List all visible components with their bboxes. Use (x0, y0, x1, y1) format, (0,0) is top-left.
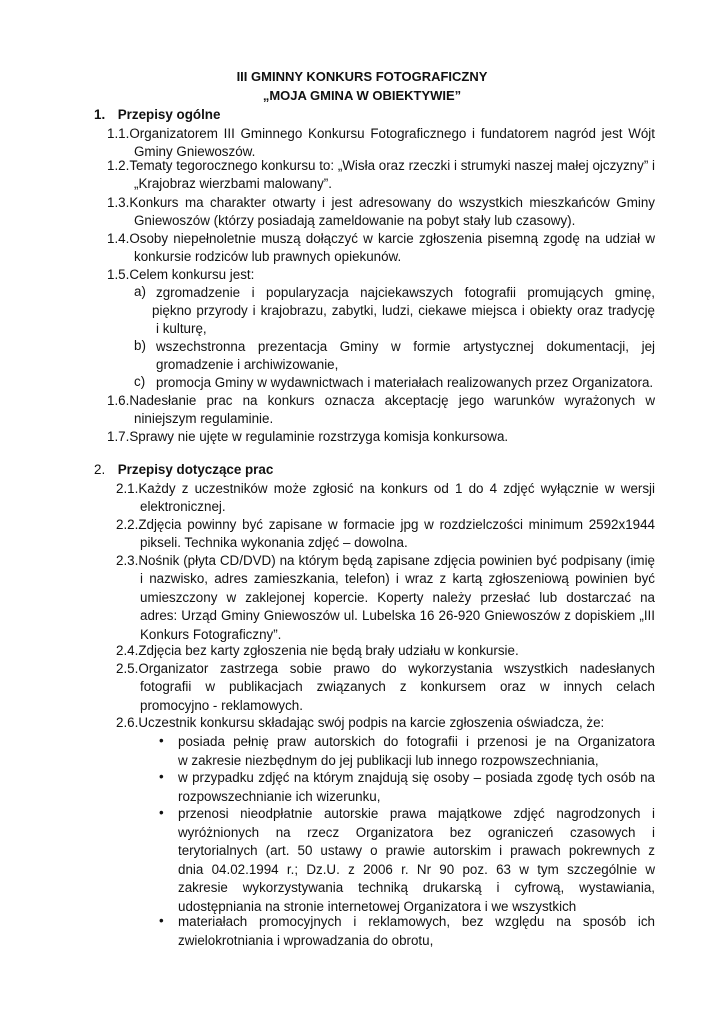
list-item-2-1 (116, 480, 655, 499)
line: 2.4.Zdjęcia bez karty zgłoszenia nie będą brały udziału w konkursie. (116, 643, 519, 658)
bullet-icon: • (159, 913, 164, 928)
line: fotografii w publikacjach związanych z konkursem oraz w innych celach (140, 679, 655, 694)
line: 1.2.Tematy tegorocznego konkursu to: „Wisła oraz rzeczki i strumyki naszej małej ojczyzny” i (107, 158, 655, 173)
list-item-2-4 (116, 642, 655, 661)
line: 2.6.Uczestnik konkursu składając swój podpis na karcie zgłoszenia oświadcza, że: (116, 715, 605, 730)
list-item-1-7 (107, 428, 655, 447)
document-title-line-2: „MOJA GMINA W OBIEKTYWIE” (262, 88, 462, 103)
line: posiada pełnię praw autorskich do fotografii i przenosi je na Organizatora (178, 734, 655, 749)
list-item-2-5-cont (140, 678, 655, 715)
line: 1.3.Konkurs ma charakter otwarty i jest adresowany do wszystkich mieszkańców Gminy (107, 195, 655, 210)
line: rozpowszechnianie ich wizerunku, (178, 788, 381, 804)
line: w przypadku zdjęć na którym znajdują się osoby – posiada zgodę tych osób na (178, 770, 655, 785)
list-item-1-3 (107, 194, 655, 213)
list-item-1-2 (107, 157, 655, 176)
line: wszechstronna prezentacja Gminy w formie artystycznej dokumentacji, jej (156, 339, 655, 354)
list-item-2-3-cont (140, 570, 655, 644)
section-number: 1. (94, 107, 106, 122)
section-number: 2. (94, 462, 106, 477)
line: elektronicznej. (140, 499, 226, 514)
line: niniejszym regulaminie. (134, 411, 274, 426)
line: Gniewoszów (którzy posiadają zameldowanie na pobyt stały lub czasowy). (134, 213, 576, 228)
line: udostępniania na stronie internetowej Organizatora i we wszystkich (178, 898, 577, 914)
line: Gminy Gniewoszów. (134, 144, 256, 159)
line: gromadzenie i archiwizowanie, (156, 357, 339, 372)
line: Konkurs Fotograficzny”. (140, 626, 282, 642)
line: 1.4.Osoby niepełnoletnie muszą dołączyć w karcie zgłoszenia pisemną zgodę na udział w (107, 231, 655, 246)
bullet-icon: • (159, 769, 164, 784)
sub-item-b (156, 338, 655, 357)
list-item-1-3-cont (134, 212, 655, 231)
line: konkursie rodziców lub prawnych opiekunów. (134, 249, 402, 264)
line: „Krajobraz wierzbami malowany”. (134, 176, 332, 191)
line: materiałach promocyjnych i reklamowych, bez względu na sposób ich (178, 914, 655, 929)
line: i nazwisko, adres zamieszkania, telefon) i wraz z kartą zgłoszeniową powinien być (140, 571, 655, 586)
line: 1.7.Sprawy nie ujęte w regulaminie rozstrzyga komisja konkursowa. (107, 429, 509, 444)
list-item-2-3 (116, 552, 655, 571)
line: 1.6.Nadesłanie prac na konkurs oznacza akceptację jego warunków wyrażonych w (107, 393, 655, 408)
section-title: Przepisy dotyczące prac (117, 462, 274, 477)
bullet-item-1 (178, 733, 655, 770)
section-1-heading (94, 107, 220, 122)
bullet-icon: • (159, 733, 164, 748)
bullet-item-4 (178, 913, 655, 950)
line: w zakresie niezbędnym do jej publikacji lub innego rozpowszechniania, (178, 752, 599, 768)
section-2-heading (94, 462, 273, 477)
list-item-2-6 (116, 714, 655, 733)
section-title: Przepisy ogólne (117, 107, 221, 122)
line: piękno przyrody i krajobrazu, zabytki, ludzi, ciekawe miejsca i obiekty oraz tradycję (152, 303, 655, 318)
bullet-icon: • (159, 805, 164, 820)
list-item-2-2-cont (140, 534, 655, 553)
line: i kulturę, (156, 321, 207, 336)
line: 2.5.Organizator zastrzega sobie prawo do wykorzystania wszystkich nadesłanych (116, 661, 655, 676)
sub-marker: a) (134, 284, 146, 299)
list-item-1-6 (107, 392, 655, 411)
line: terytorialnych (art. 50 ustawy o prawie autorskim i prawach pokrewnych z (178, 843, 655, 858)
line: 2.3.Nośnik (płyta CD/DVD) na którym będą zapisane zdjęcia powinien być podpisany (imię (116, 553, 655, 568)
line: promocja Gminy w wydawnictwach i materiałach realizowanych przez Organizatora. (156, 375, 654, 390)
bullet-item-2 (178, 769, 655, 806)
line: zwielokrotniania i wprowadzania do obrotu, (178, 932, 434, 948)
line: 1.1.Organizatorem III Gminnego Konkursu Fotograficznego i fundatorem nagród jest Wójt (107, 126, 655, 141)
line: adres: Urząd Gminy Gniewoszów ul. Lubelska 16 26-920 Gniewoszów z dopiskiem „III (140, 608, 655, 623)
line: umieszczony w zaklejonej kopercie. Koperty należy przesłać lub dostarczać na (140, 589, 655, 605)
line: 1.5.Celem konkursu jest: (107, 267, 255, 282)
sub-item-b-cont (156, 356, 655, 375)
list-item-1-1 (107, 125, 655, 144)
list-item-2-5 (116, 660, 655, 679)
line: wyróżnionych na rzecz Organizatora bez ograniczeń czasowych i (178, 824, 655, 840)
list-item-1-5 (107, 266, 655, 285)
line: zakresie wykorzystywania techniką drukarską i cyfrową, wystawiania, (178, 880, 655, 895)
document-title-line-1: III GMINNY KONKURS FOTOGRAFICZNY (236, 69, 488, 84)
list-item-2-1-cont (140, 498, 655, 517)
sub-item-c (156, 374, 655, 393)
sub-marker: c) (134, 374, 146, 389)
line: dnia 04.02.1994 r.; Dz.U. z 2006 r. Nr 90 poz. 63 w tym szczególnie w (178, 861, 655, 877)
list-item-1-6-cont (134, 410, 655, 429)
line: zgromadzenie i popularyzacja najciekawszych fotografii promujących gminę, (156, 285, 655, 300)
line: 2.1.Każdy z uczestników może zgłosić na konkurs od 1 do 4 zdjęć wyłącznie w wersji (116, 481, 655, 496)
list-item-1-2-cont (134, 175, 655, 194)
line: przenosi nieodpłatnie autorskie prawa majątkowe zdjęć nagrodzonych i (178, 806, 655, 821)
line: 2.2.Zdjęcia powinny być zapisane w formacie jpg w rozdzielczości minimum 2592x1944 (116, 517, 655, 532)
sub-marker: b) (134, 338, 146, 353)
sub-item-a (156, 284, 655, 303)
line: pikseli. Technika wykonania zdjęć – dowolna. (140, 535, 408, 550)
bullet-item-3 (178, 805, 655, 916)
list-item-1-4-cont (134, 248, 655, 267)
sub-item-a-cont2 (156, 320, 655, 339)
list-item-2-2 (116, 516, 655, 535)
line: promocyjno - reklamowych. (140, 697, 303, 713)
list-item-1-4 (107, 230, 655, 249)
sub-item-a-cont (152, 302, 655, 321)
